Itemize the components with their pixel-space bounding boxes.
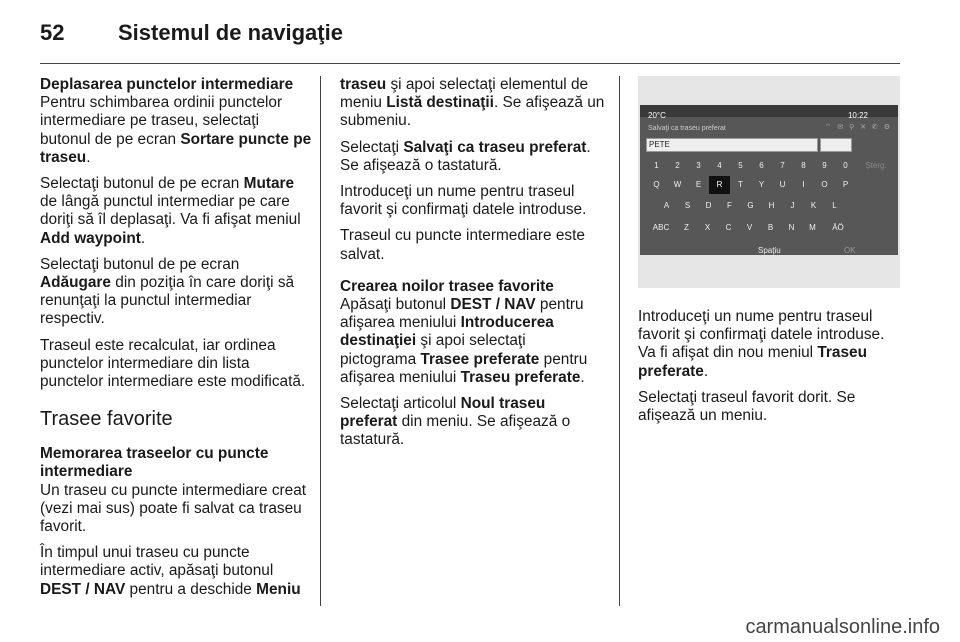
keyboard-row-3 (646, 219, 896, 237)
temperature: 20°C (648, 111, 666, 120)
key[interactable]: G (747, 201, 754, 210)
paragraph: Selectaţi butonul de pe ecran Adăugare din poziţia în care doriţi să renunţaţi la punctul intermediar respectiv. (40, 255, 295, 328)
key[interactable]: 7 (780, 161, 785, 170)
key[interactable]: X (704, 223, 711, 232)
key[interactable]: 2 (675, 161, 680, 170)
key[interactable]: F (727, 201, 732, 210)
key[interactable]: H (768, 201, 775, 210)
key[interactable]: 1 (654, 161, 659, 170)
key[interactable]: Q (653, 180, 660, 189)
chapter-title: Sistemul de navigaţie (118, 20, 343, 45)
key[interactable]: C (725, 223, 732, 232)
column-left (40, 76, 312, 607)
paragraph: Un traseu cu puncte intermediare creat (vezi mai sus) poate fi salvat ca traseu favorit. (40, 481, 307, 536)
key-selected[interactable]: R (709, 176, 730, 194)
paragraph: În timpul unui traseu cu puncte intermediare activ, apăsaţi butonul DEST / NAV pentru a deschide Meniu (40, 544, 301, 598)
key-umlaut[interactable]: ÄÖ (832, 223, 844, 232)
paragraph: Apăsaţi butonul DEST / NAV pentru afişarea meniului Introducerea destinaţiei şi apoi selectaţi pictograma Trasee preferate pentru afişarea meniului Traseu preferate. (340, 296, 588, 386)
key[interactable]: 8 (801, 161, 806, 170)
key[interactable]: O (821, 180, 828, 189)
status-bar (640, 105, 898, 120)
keyboard-screenshot (638, 76, 900, 288)
key[interactable]: N (788, 223, 795, 232)
column-divider (320, 76, 321, 606)
key[interactable]: J (790, 201, 795, 210)
paragraph: Selectaţi articolul Noul traseu preferat din meniu. Se afişează o tastatură. (340, 395, 571, 449)
space-key[interactable]: Spaţiu (758, 246, 781, 255)
column-right (638, 76, 900, 433)
key[interactable]: 5 (738, 161, 743, 170)
key[interactable]: B (767, 223, 774, 232)
status-icons: ⌔ ✉ ⚲ ✕ ✆ ⚙ (824, 124, 892, 131)
key[interactable]: U (779, 180, 786, 189)
column-middle (340, 76, 605, 458)
section-heading-favorite-routes: Trasee favorite (40, 408, 173, 431)
key[interactable]: S (684, 201, 691, 210)
keyboard-row-1 (646, 176, 896, 194)
key[interactable]: Y (758, 180, 765, 189)
subheading-create-routes: Crearea noilor trasee favorite (340, 277, 554, 295)
suggestion-box (820, 138, 852, 152)
key[interactable]: P (842, 180, 849, 189)
ok-button[interactable]: OK (844, 246, 856, 255)
page-number: 52 (40, 20, 65, 45)
key[interactable]: D (705, 201, 712, 210)
paragraph: Selectaţi Salvaţi ca traseu preferat. Se afişează o tastatură. (340, 138, 591, 174)
infotainment-screen (640, 105, 898, 255)
key[interactable]: I (802, 180, 805, 189)
delete-key[interactable]: Șterg. (865, 161, 887, 170)
paragraph: Introduceţi un nume pentru traseul favorit şi confirmaţi datele introduse. Va fi afişat din nou meniul Traseu preferate. (638, 308, 885, 380)
key[interactable]: E (695, 180, 702, 189)
paragraph: Traseul cu puncte intermediare este salvat. (340, 227, 585, 263)
route-name-input[interactable]: PETE (646, 138, 818, 152)
key[interactable]: M (809, 223, 816, 232)
keyboard-row-2 (656, 197, 906, 215)
key[interactable]: 3 (696, 161, 701, 170)
key[interactable]: 6 (759, 161, 764, 170)
key[interactable]: L (832, 201, 837, 210)
key[interactable]: A (663, 201, 670, 210)
key[interactable]: Z (684, 223, 689, 232)
screen-title: Salvaţi ca traseu preferat (648, 125, 726, 132)
column-divider (619, 76, 620, 606)
clock: 10:22 (847, 111, 868, 120)
paragraph: Traseul este recalculat, iar ordinea punctelor intermediare din lista punctelor intermediare este modificată. (40, 336, 306, 391)
header-rule (40, 63, 900, 64)
key-abc[interactable]: ABC (652, 223, 670, 232)
page-header (40, 20, 343, 50)
subheading-save-routes: Memorarea traseelor cu puncte intermediare (40, 445, 269, 481)
paragraph: Selectaţi butonul de pe ecran Mutare de lângă punctul intermediar pe care doriţi să îl deplasaţi. Va fi afişat meniul Add waypoint. (40, 175, 301, 247)
subheading-move-waypoints: Deplasarea punctelor intermediare (40, 76, 294, 93)
watermark: carmanualsonline.info (745, 616, 940, 638)
key[interactable]: W (673, 180, 682, 189)
key[interactable]: T (738, 180, 743, 189)
keyboard-row-digits (646, 157, 896, 175)
key[interactable]: 9 (822, 161, 827, 170)
paragraph: Selectaţi traseul favorit dorit. Se afişează un meniu. (638, 388, 856, 425)
paragraph: traseu şi apoi selectaţi elementul de meniu Listă destinaţii. Se afişează un submeniu. (340, 76, 605, 130)
paragraph: Pentru schimbarea ordinii punctelor intermediare pe traseu, selectaţi butonul de pe ecran Sortare puncte pe traseu. (40, 94, 312, 166)
key[interactable]: V (746, 223, 753, 232)
key[interactable]: K (810, 201, 817, 210)
key[interactable]: 4 (717, 161, 722, 170)
key[interactable]: 0 (843, 161, 848, 170)
paragraph: Introduceţi un nume pentru traseul favorit şi confirmaţi datele introduse. (340, 183, 587, 219)
